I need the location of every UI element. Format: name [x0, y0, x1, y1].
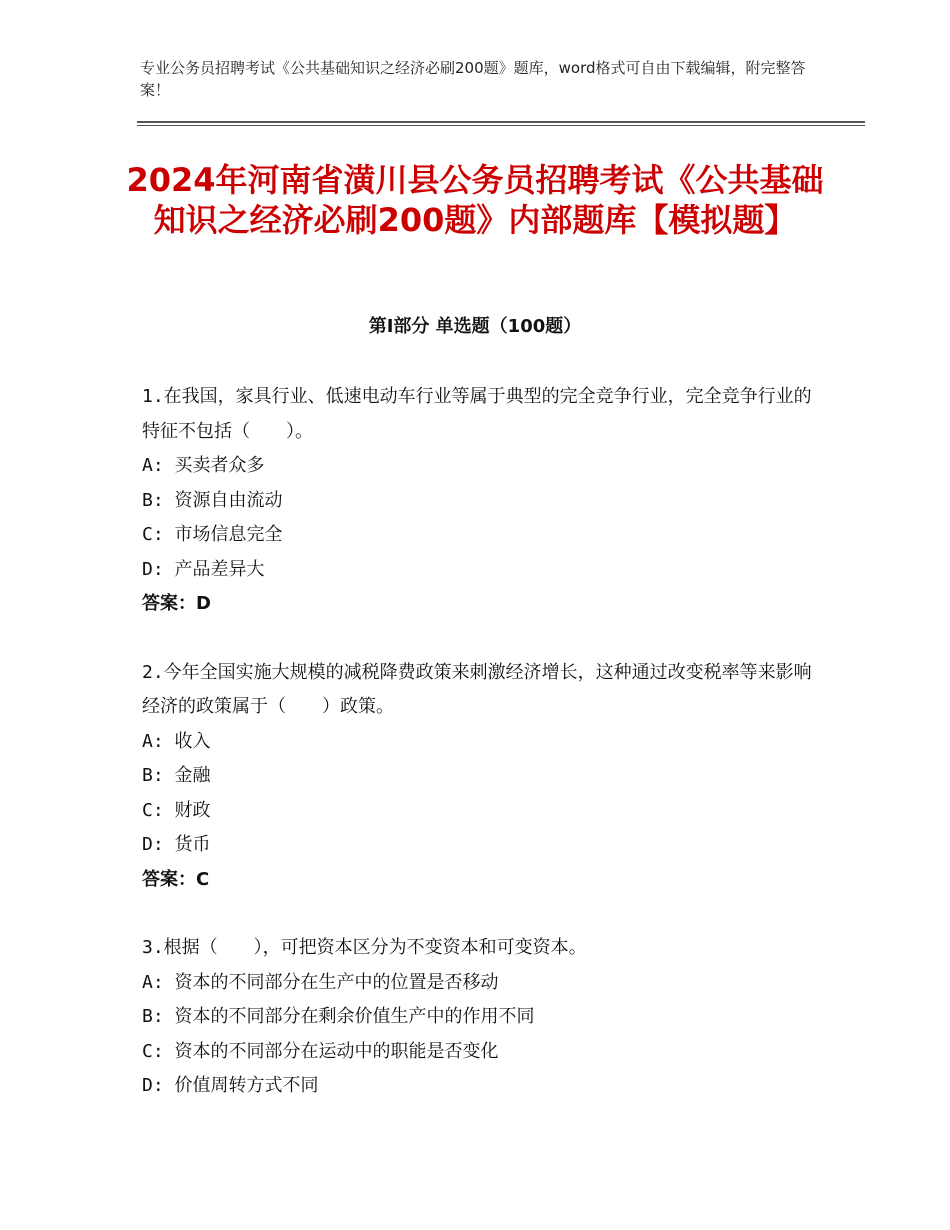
question-3: [142, 931, 812, 1104]
question-list: [142, 380, 812, 1138]
question-1: [142, 380, 812, 622]
option-d: D: 价值周转方式不同: [142, 1075, 319, 1096]
option-a: A: 收入: [142, 730, 211, 752]
header-rule-thin: [137, 125, 865, 126]
option-a: A: 资本的不同部分在生产中的位置是否移动: [142, 971, 499, 993]
option-d: D: 货币: [142, 834, 211, 855]
question-text: 3.根据（ ），可把资本区分为不变资本和可变资本。: [142, 937, 587, 958]
option-c: C: 市场信息完全: [142, 524, 283, 545]
option-b: B: 资源自由流动: [142, 489, 283, 511]
question-2: [142, 656, 812, 898]
section-title: 第I部分 单选题（100题）: [368, 316, 582, 337]
document-title: 2024年河南省潢川县公务员招聘考试《公共基础知识之经济必刷200题》内部题库【模拟题】: [126, 161, 824, 239]
option-c: C: 财政: [142, 799, 211, 821]
option-d: D: 产品差异大: [142, 558, 265, 580]
option-a: A: 买卖者众多: [142, 455, 265, 476]
option-b: B: 资本的不同部分在剩余价值生产中的作用不同: [142, 1006, 535, 1027]
answer: 答案：D: [142, 593, 211, 614]
answer: 答案：C: [142, 868, 210, 890]
header-note: 专业公务员招聘考试《公共基础知识之经济必刷200题》题库，word格式可自由下载编辑，附完整答案！: [140, 59, 806, 99]
question-text: 1.在我国，家具行业、低速电动车行业等属于典型的完全竞争行业，完全竞争行业的特征不包括（ ）。: [142, 386, 812, 442]
question-text: 2.今年全国实施大规模的减税降费政策来刺激经济增长，这种通过改变税率等来影响经济的政策属于（ ）政策。: [142, 661, 812, 717]
header-rule-thick: [137, 121, 865, 123]
option-b: B: 金融: [142, 765, 211, 786]
option-c: C: 资本的不同部分在运动中的职能是否变化: [142, 1040, 499, 1062]
